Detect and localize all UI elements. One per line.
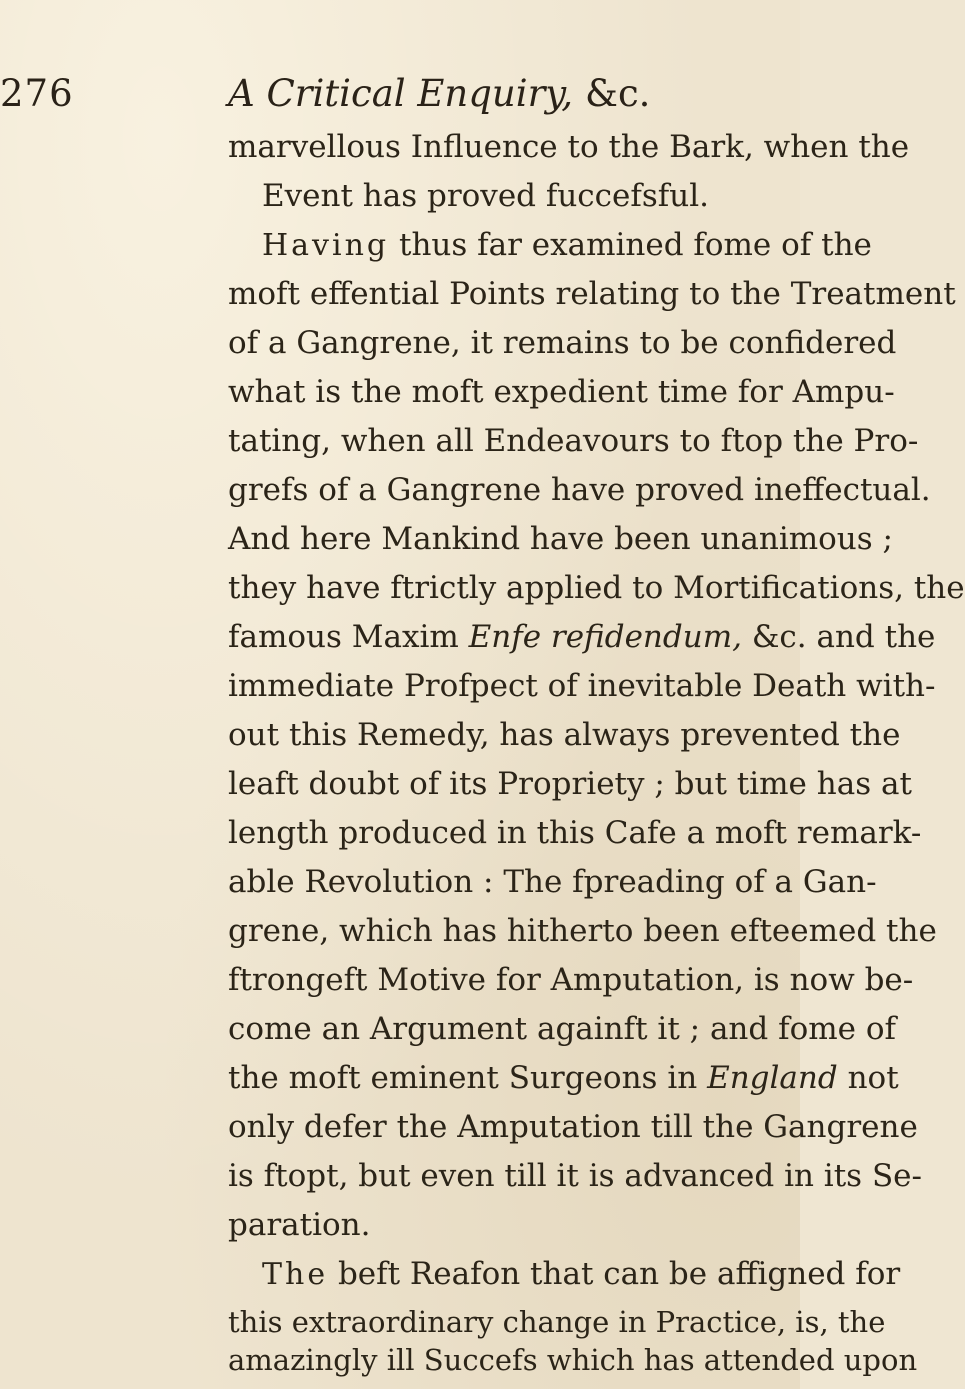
text-line: of a Gangrene, it remains to be confidered (228, 325, 897, 361)
text-span: &c. and the (751, 619, 936, 655)
paragraph-lead-caps: Having (262, 228, 390, 263)
text-line (228, 619, 936, 655)
text-span: not (847, 1060, 899, 1096)
place-name: England (707, 1060, 838, 1096)
text-line: ftrongeft Motive for Amputation, is now be- (228, 962, 914, 998)
text-line: marvellous Influence to the Bark, when the (228, 129, 910, 165)
text-line: immediate Profpect of inevitable Death with- (228, 668, 936, 704)
text-line: come an Argument againft it ; and fome of (228, 1011, 896, 1047)
text-line: this extraordinary change in Practice, is, the (228, 1305, 886, 1339)
text-line: Event has proved fuccefsful. (262, 178, 709, 214)
text-line: paration. (228, 1207, 371, 1243)
text-line: moft effential Points relating to the Treatment (228, 276, 956, 312)
latin-maxim: Enfe refidendum, (468, 619, 742, 655)
page-number: 276 (0, 72, 74, 115)
text-line: able Revolution : The fpreading of a Gan- (228, 864, 877, 900)
text-line: out this Remedy, has always prevented the (228, 717, 901, 753)
text-line: what is the moft expedient time for Ampu- (228, 374, 895, 410)
text-span: beft Reafon that can be affigned for (337, 1256, 901, 1292)
running-head-title: A Critical Enquiry, (228, 72, 574, 115)
text-line: grefs of a Gangrene have proved ineffectual. (228, 472, 931, 508)
text-line: length produced in this Cafe a moft remark- (228, 815, 922, 851)
text-line: only defer the Amputation till the Gangrene (228, 1109, 918, 1145)
text-span: famous Maxim (228, 619, 459, 655)
text-line: grene, which has hitherto been efteemed the (228, 913, 937, 949)
text-line-rest: thus far examined fome of the (398, 227, 872, 263)
paragraph-lead-caps: The (262, 1257, 329, 1292)
text-line: amazingly ill Succefs which has attended upon (228, 1343, 918, 1377)
text-line: is ftopt, but even till it is advanced in its Se- (228, 1158, 923, 1194)
text-line: And here Mankind have been unanimous ; (228, 521, 893, 557)
running-head-etc: &c. (585, 72, 651, 115)
text-line: they have ftrictly applied to Mortifications, the (228, 570, 965, 606)
text-line (228, 1060, 899, 1096)
running-head (228, 72, 650, 115)
text-line: leaft doubt of its Propriety ; but time has at (228, 766, 912, 802)
text-line: tating, when all Endeavours to ftop the Pro- (228, 423, 919, 459)
text-line (262, 1256, 901, 1292)
text-span: the moft eminent Surgeons in (228, 1060, 698, 1096)
text-line (262, 227, 872, 263)
